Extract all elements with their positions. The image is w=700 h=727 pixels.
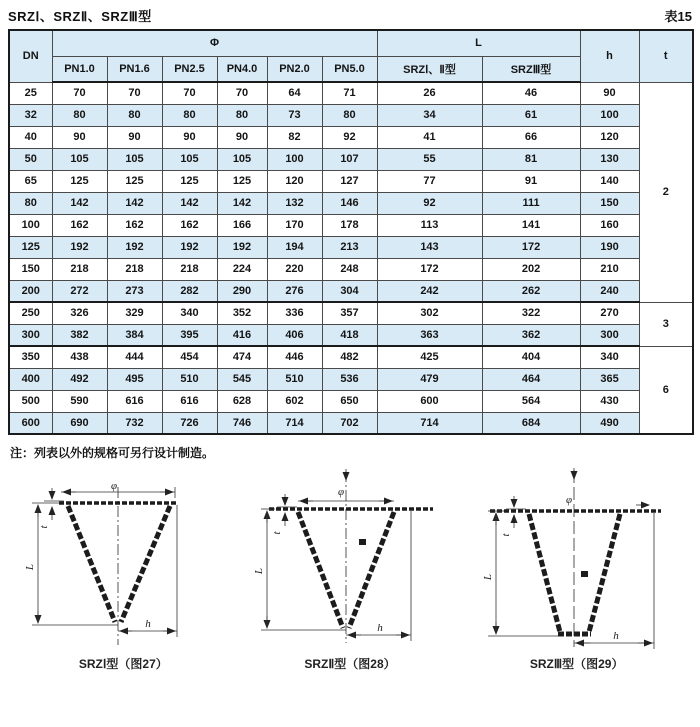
table-cell: 61 bbox=[482, 104, 580, 126]
table-cell: 80 bbox=[107, 104, 162, 126]
table-cell: 684 bbox=[482, 412, 580, 434]
dim-l-label: L bbox=[253, 567, 265, 575]
table-cell: 218 bbox=[52, 258, 107, 280]
table-cell: 418 bbox=[322, 324, 377, 346]
table-cell: 150 bbox=[580, 192, 639, 214]
table-row bbox=[9, 192, 693, 214]
table-row bbox=[9, 302, 693, 324]
header-pn20: PN2.0 bbox=[267, 56, 322, 82]
table-cell: 200 bbox=[9, 280, 52, 302]
footnote: 注：列表以外的规格可另行设计制造。 bbox=[10, 446, 215, 460]
table-cell: 190 bbox=[580, 236, 639, 258]
table-cell: 55 bbox=[377, 148, 482, 170]
table-cell: 132 bbox=[267, 192, 322, 214]
table-cell: 192 bbox=[107, 236, 162, 258]
table-cell: 73 bbox=[267, 104, 322, 126]
table-cell: 125 bbox=[9, 236, 52, 258]
table-cell: 322 bbox=[482, 302, 580, 324]
table-cell: 220 bbox=[267, 258, 322, 280]
dim-t-label: t bbox=[499, 533, 512, 537]
table-cell: 141 bbox=[482, 214, 580, 236]
table-cell: 100 bbox=[9, 214, 52, 236]
title-bar bbox=[8, 4, 692, 29]
table-row bbox=[9, 236, 693, 258]
srz2-drawing bbox=[241, 465, 459, 653]
table-cell: 446 bbox=[267, 346, 322, 368]
table-cell: 100 bbox=[580, 104, 639, 126]
table-cell: 202 bbox=[482, 258, 580, 280]
table-cell: 192 bbox=[52, 236, 107, 258]
table-cell: 500 bbox=[9, 390, 52, 412]
table-cell: 150 bbox=[9, 258, 52, 280]
table-cell: 210 bbox=[580, 258, 639, 280]
table-cell: 77 bbox=[377, 170, 482, 192]
table-cell: 80 bbox=[322, 104, 377, 126]
table-cell: 326 bbox=[52, 302, 107, 324]
table-cell: 404 bbox=[482, 346, 580, 368]
dim-phi-label: φ bbox=[111, 480, 118, 492]
table-cell: 406 bbox=[267, 324, 322, 346]
table-cell: 304 bbox=[322, 280, 377, 302]
table-cell: 125 bbox=[217, 170, 267, 192]
table-cell: 616 bbox=[107, 390, 162, 412]
table-cell: 213 bbox=[322, 236, 377, 258]
table-cell: 80 bbox=[217, 104, 267, 126]
table-cell: 82 bbox=[267, 126, 322, 148]
table-cell: 395 bbox=[162, 324, 217, 346]
table-cell: 616 bbox=[162, 390, 217, 412]
table-cell: 590 bbox=[52, 390, 107, 412]
table-cell: 92 bbox=[322, 126, 377, 148]
table-cell: 650 bbox=[322, 390, 377, 412]
table-cell: 495 bbox=[107, 368, 162, 390]
table-cell: 490 bbox=[580, 412, 639, 434]
table-cell: 125 bbox=[107, 170, 162, 192]
dim-h-label: h bbox=[145, 618, 152, 630]
table-cell: 90 bbox=[217, 126, 267, 148]
table-cell: 746 bbox=[217, 412, 267, 434]
table-cell: 81 bbox=[482, 148, 580, 170]
table-cell: 300 bbox=[9, 324, 52, 346]
table-cell: 272 bbox=[52, 280, 107, 302]
table-cell: 425 bbox=[377, 346, 482, 368]
table-cell: 90 bbox=[162, 126, 217, 148]
table-cell: 270 bbox=[580, 302, 639, 324]
table-cell: 384 bbox=[107, 324, 162, 346]
figure-row bbox=[8, 463, 692, 672]
table-cell: 111 bbox=[482, 192, 580, 214]
table-cell: 218 bbox=[107, 258, 162, 280]
table-cell: 66 bbox=[482, 126, 580, 148]
cone-wall-right bbox=[589, 514, 620, 632]
dim-h-label: h bbox=[612, 630, 619, 642]
weld-mark bbox=[359, 539, 366, 545]
table-cell: 40 bbox=[9, 126, 52, 148]
table-cell: 90 bbox=[52, 126, 107, 148]
table-row bbox=[9, 126, 693, 148]
table-cell: 726 bbox=[162, 412, 217, 434]
table-cell: 454 bbox=[162, 346, 217, 368]
dim-phi-label: φ bbox=[337, 486, 345, 498]
header-dn: DN bbox=[9, 30, 52, 82]
table-cell: 32 bbox=[9, 104, 52, 126]
cone-wall-right bbox=[349, 512, 394, 628]
cone-wall-left bbox=[529, 514, 560, 632]
dim-h-label: h bbox=[377, 622, 383, 634]
table-cell: 46 bbox=[482, 82, 580, 104]
table-row bbox=[9, 82, 693, 104]
table-cell: 172 bbox=[377, 258, 482, 280]
cone-wall-left bbox=[298, 512, 343, 628]
header-pn16: PN1.6 bbox=[107, 56, 162, 82]
table-cell: 362 bbox=[482, 324, 580, 346]
table-cell: 65 bbox=[9, 170, 52, 192]
header-pn25: PN2.5 bbox=[162, 56, 217, 82]
table-cell: 479 bbox=[377, 368, 482, 390]
table-cell: 510 bbox=[267, 368, 322, 390]
table-cell: 100 bbox=[267, 148, 322, 170]
cone-wall-left bbox=[68, 506, 115, 622]
table-cell: 444 bbox=[107, 346, 162, 368]
table-number-label: 表15 bbox=[664, 9, 692, 24]
weld-mark bbox=[581, 571, 588, 577]
table-row bbox=[9, 148, 693, 170]
table-cell: 416 bbox=[217, 324, 267, 346]
table-cell: 690 bbox=[52, 412, 107, 434]
table-cell: 162 bbox=[107, 214, 162, 236]
table-cell: 600 bbox=[377, 390, 482, 412]
table-cell: 107 bbox=[322, 148, 377, 170]
table-cell: 90 bbox=[107, 126, 162, 148]
table-cell: 142 bbox=[217, 192, 267, 214]
table-cell: 474 bbox=[217, 346, 267, 368]
table-cell: 336 bbox=[267, 302, 322, 324]
table-cell: 162 bbox=[52, 214, 107, 236]
table-cell: 70 bbox=[162, 82, 217, 104]
table-cell: 482 bbox=[322, 346, 377, 368]
table-row bbox=[9, 280, 693, 302]
table-cell: 178 bbox=[322, 214, 377, 236]
figure-caption: SRZⅢ型（图29） bbox=[529, 657, 624, 671]
header-srz3: SRZⅢ型 bbox=[482, 56, 580, 82]
table-cell: 70 bbox=[52, 82, 107, 104]
table-cell: 64 bbox=[267, 82, 322, 104]
dim-phi-label: φ bbox=[565, 494, 572, 506]
table-cell: 714 bbox=[267, 412, 322, 434]
table-row bbox=[9, 390, 693, 412]
table-cell: 702 bbox=[322, 412, 377, 434]
dim-l-label: L bbox=[24, 563, 37, 571]
header-srz12: SRZⅠ、Ⅱ型 bbox=[377, 56, 482, 82]
header-l-group: L bbox=[377, 30, 580, 56]
srz3-drawing bbox=[468, 465, 686, 653]
figure-srz2 bbox=[237, 465, 464, 672]
table-cell: 90 bbox=[580, 82, 639, 104]
table-cell: 34 bbox=[377, 104, 482, 126]
table-cell: 350 bbox=[9, 346, 52, 368]
table-row bbox=[9, 214, 693, 236]
table-cell: 194 bbox=[267, 236, 322, 258]
table-cell: 125 bbox=[162, 170, 217, 192]
table-cell: 732 bbox=[107, 412, 162, 434]
table-cell: 26 bbox=[377, 82, 482, 104]
header-row-1 bbox=[9, 30, 693, 56]
table-cell: 430 bbox=[580, 390, 639, 412]
table-row bbox=[9, 104, 693, 126]
table-cell: 224 bbox=[217, 258, 267, 280]
table-cell: 290 bbox=[217, 280, 267, 302]
table-cell: 248 bbox=[322, 258, 377, 280]
table-cell: 92 bbox=[377, 192, 482, 214]
srz1-drawing bbox=[14, 465, 232, 653]
table-cell: 192 bbox=[217, 236, 267, 258]
table-cell: 714 bbox=[377, 412, 482, 434]
table-cell: 464 bbox=[482, 368, 580, 390]
table-cell: 363 bbox=[377, 324, 482, 346]
table-cell: 166 bbox=[217, 214, 267, 236]
table-cell: 120 bbox=[580, 126, 639, 148]
table-cell: 162 bbox=[162, 214, 217, 236]
table-cell: 50 bbox=[9, 148, 52, 170]
table-cell: 340 bbox=[580, 346, 639, 368]
table-row bbox=[9, 170, 693, 192]
table-cell: 160 bbox=[580, 214, 639, 236]
table-cell: 71 bbox=[322, 82, 377, 104]
header-pn40: PN4.0 bbox=[217, 56, 267, 82]
table-cell: 41 bbox=[377, 126, 482, 148]
table-cell: 70 bbox=[217, 82, 267, 104]
table-cell: 120 bbox=[267, 170, 322, 192]
table-cell: 140 bbox=[580, 170, 639, 192]
table-cell: 438 bbox=[52, 346, 107, 368]
table-cell: 357 bbox=[322, 302, 377, 324]
header-phi-group: Φ bbox=[52, 30, 377, 56]
figure-srz1 bbox=[10, 465, 237, 672]
table-cell: 329 bbox=[107, 302, 162, 324]
table-cell: 242 bbox=[377, 280, 482, 302]
t-value-cell: 3 bbox=[639, 302, 693, 346]
t-value-cell: 6 bbox=[639, 346, 693, 434]
table-cell: 365 bbox=[580, 368, 639, 390]
table-cell: 400 bbox=[9, 368, 52, 390]
table-cell: 91 bbox=[482, 170, 580, 192]
dim-t-label: t bbox=[38, 525, 51, 529]
table-cell: 510 bbox=[162, 368, 217, 390]
table-cell: 250 bbox=[9, 302, 52, 324]
header-h: h bbox=[580, 30, 639, 82]
table-row bbox=[9, 412, 693, 434]
table-cell: 142 bbox=[162, 192, 217, 214]
table-cell: 105 bbox=[217, 148, 267, 170]
table-cell: 536 bbox=[322, 368, 377, 390]
table-cell: 127 bbox=[322, 170, 377, 192]
table-cell: 80 bbox=[52, 104, 107, 126]
table-cell: 564 bbox=[482, 390, 580, 412]
header-pn50: PN5.0 bbox=[322, 56, 377, 82]
table-cell: 602 bbox=[267, 390, 322, 412]
table-cell: 600 bbox=[9, 412, 52, 434]
header-pn10: PN1.0 bbox=[52, 56, 107, 82]
table-cell: 492 bbox=[52, 368, 107, 390]
cone-wall-right bbox=[121, 506, 170, 622]
table-cell: 240 bbox=[580, 280, 639, 302]
table-cell: 142 bbox=[52, 192, 107, 214]
table-cell: 25 bbox=[9, 82, 52, 104]
table-cell: 105 bbox=[52, 148, 107, 170]
table-cell: 545 bbox=[217, 368, 267, 390]
dim-l-label: L bbox=[481, 573, 494, 581]
table-cell: 146 bbox=[322, 192, 377, 214]
figure-caption: SRZⅡ型（图28） bbox=[304, 657, 396, 671]
table-cell: 80 bbox=[162, 104, 217, 126]
figure-srz3 bbox=[463, 465, 690, 672]
table-row bbox=[9, 258, 693, 280]
table-cell: 302 bbox=[377, 302, 482, 324]
table-cell: 70 bbox=[107, 82, 162, 104]
table-cell: 276 bbox=[267, 280, 322, 302]
table-cell: 170 bbox=[267, 214, 322, 236]
table-cell: 282 bbox=[162, 280, 217, 302]
header-t: t bbox=[639, 30, 693, 82]
dim-t-label: t bbox=[271, 531, 283, 535]
spec-table bbox=[8, 29, 694, 435]
table-cell: 105 bbox=[107, 148, 162, 170]
figure-caption: SRZⅠ型（图27） bbox=[78, 657, 168, 671]
page-title: SRZⅠ、SRZⅡ、SRZⅢ型 bbox=[8, 9, 152, 24]
table-cell: 125 bbox=[52, 170, 107, 192]
t-value-cell: 2 bbox=[639, 82, 693, 302]
table-cell: 340 bbox=[162, 302, 217, 324]
table-cell: 130 bbox=[580, 148, 639, 170]
table-cell: 273 bbox=[107, 280, 162, 302]
table-cell: 142 bbox=[107, 192, 162, 214]
table-body bbox=[9, 82, 693, 434]
table-cell: 143 bbox=[377, 236, 482, 258]
table-cell: 105 bbox=[162, 148, 217, 170]
table-cell: 628 bbox=[217, 390, 267, 412]
table-cell: 80 bbox=[9, 192, 52, 214]
table-cell: 218 bbox=[162, 258, 217, 280]
table-cell: 113 bbox=[377, 214, 482, 236]
table-cell: 192 bbox=[162, 236, 217, 258]
table-cell: 300 bbox=[580, 324, 639, 346]
table-row bbox=[9, 368, 693, 390]
table-header bbox=[9, 30, 693, 82]
table-cell: 352 bbox=[217, 302, 267, 324]
table-cell: 172 bbox=[482, 236, 580, 258]
table-row bbox=[9, 324, 693, 346]
table-cell: 382 bbox=[52, 324, 107, 346]
table-cell: 262 bbox=[482, 280, 580, 302]
table-row bbox=[9, 346, 693, 368]
